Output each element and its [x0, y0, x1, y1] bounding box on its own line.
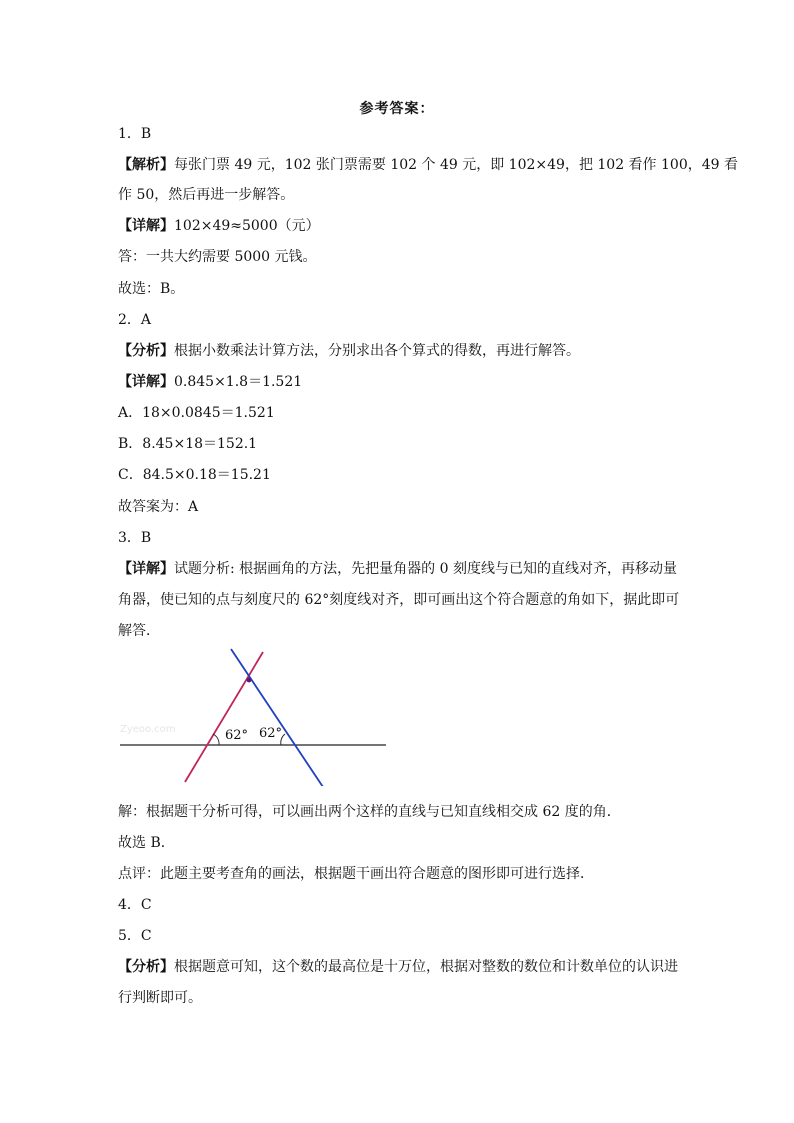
q1-analysis-line1	[118, 155, 738, 175]
q5-answer: 5．C	[118, 928, 152, 944]
q3-detail-line3: 解答．	[118, 623, 160, 639]
q3-detail-text1: 试题分析: 根据画角的方法，先把量角器的 0 刻度线与已知的直线对齐，再移动量	[174, 561, 677, 577]
q2-choice: 故答案为：A	[118, 499, 199, 515]
angle-arc-left	[213, 734, 219, 745]
page-title: 参考答案：	[359, 101, 435, 117]
q1-reply: 答：一共大约需要 5000 元钱。	[118, 249, 317, 265]
q2-detail-text: 0.845×1.8＝1.521	[174, 374, 303, 390]
q1-detail-tag: 【详解】	[118, 218, 174, 234]
q1-detail-text: 102×49≈5000（元）	[174, 218, 320, 234]
angle-label-left: 62°	[225, 728, 249, 743]
q2-detail-tag: 【详解】	[118, 374, 174, 390]
q5-analysis-text1: 根据题意可知，这个数的最高位是十万位，根据对整数的数位和计数单位的认识进	[174, 959, 678, 975]
q3-answer: 3．B	[118, 530, 152, 546]
q2-option-b: B．8.45×18＝152.1	[118, 436, 258, 452]
q2-option-a: A．18×0.0845＝1.521	[118, 405, 275, 421]
q1-detail	[118, 216, 688, 236]
q1-choice: 故选：B。	[118, 281, 185, 297]
angle-diagram	[118, 646, 388, 786]
q1-analysis-text1: 每张门票 49 元，102 张门票需要 102 个 49 元，即 102×49，把 102 看作 100，49 看	[174, 157, 738, 173]
q1-analysis-tag: 【解析】	[118, 157, 174, 173]
q5-analysis-line2: 行判断即可。	[118, 990, 202, 1006]
q3-choice: 故选 B．	[118, 835, 175, 851]
q3-detail-line2: 角器，使已知的点与刻度尺的 62°刻度线对齐，即可画出这个符合题意的角如下，据此即可	[118, 592, 680, 608]
q3-comment: 点评：此题主要考查角的画法，根据题干画出符合题意的图形即可进行选择．	[118, 866, 594, 882]
q4-answer: 4．C	[118, 897, 152, 913]
q2-answer: 2．A	[118, 312, 152, 328]
q3-detail-line1	[118, 559, 688, 579]
q1-analysis-line2: 作 50，然后再进一步解答。	[118, 187, 295, 203]
q1-answer: 1．B	[118, 126, 152, 142]
blue-line	[231, 649, 323, 786]
q2-analysis-text: 根据小数乘法计算方法，分别求出各个算式的得数，再进行解答。	[174, 343, 580, 359]
q3-detail-tag: 【详解】	[118, 561, 174, 577]
diagram-watermark: Zyeoo.com	[120, 724, 176, 735]
q2-option-c: C．84.5×0.18＝15.21	[118, 467, 271, 483]
angle-label-right: 62°	[259, 726, 283, 741]
q2-analysis	[118, 341, 688, 361]
q5-analysis-line1	[118, 957, 688, 977]
red-line	[185, 652, 263, 782]
q2-detail	[118, 372, 688, 392]
intersection-point	[247, 678, 252, 683]
q5-analysis-tag: 【分析】	[118, 959, 174, 975]
q3-solution: 解：根据题干分析可得，可以画出两个这样的直线与已知直线相交成 62 度的角．	[118, 804, 621, 820]
q2-analysis-tag: 【分析】	[118, 343, 174, 359]
